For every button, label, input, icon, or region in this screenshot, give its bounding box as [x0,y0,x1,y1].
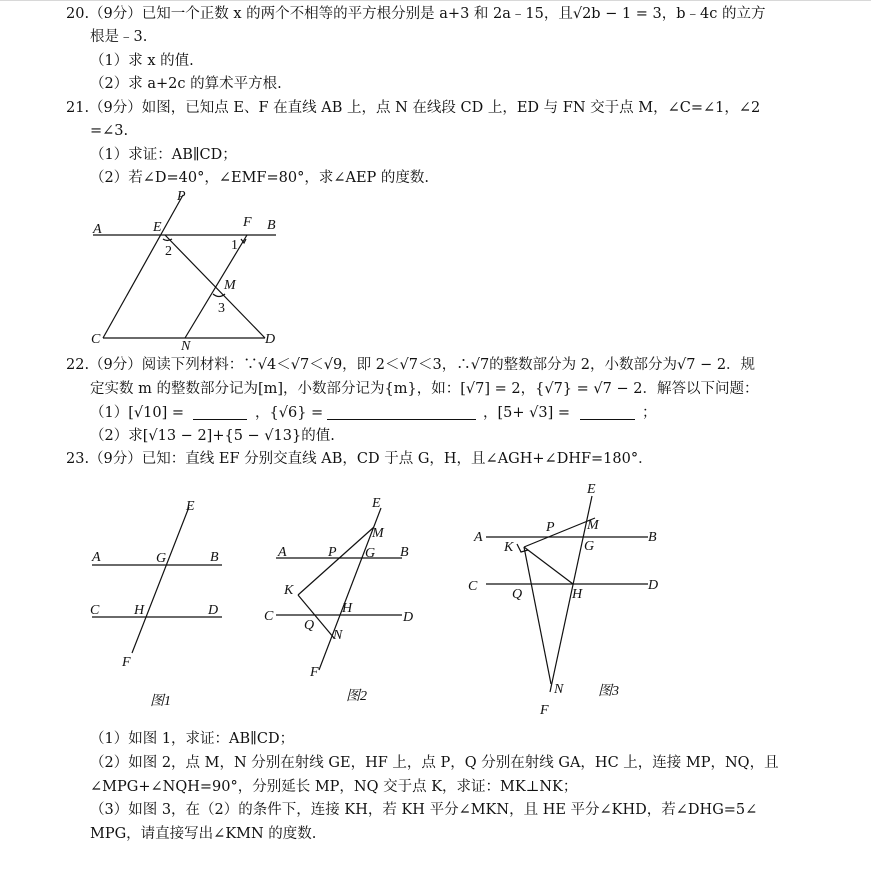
q21-sub2: （2）若∠D=40°，∠EMF=80°，求∠AEP 的度数. [90,170,430,186]
fig2-label-d: D [403,610,414,625]
fig2-label-c: C [264,609,274,624]
fig3-label-g: G [584,539,595,554]
q22-sub1-b: ，{√6} = [255,405,324,421]
q21-line1: 21.（9分）如图，已知点 E、F 在直线 AB 上，点 N 在线段 CD 上，ED 与 FN 交于点 M，∠C=∠1，∠2 [66,100,761,116]
fig2-label-g: G [365,546,376,561]
fig2-label-p: P [328,545,337,560]
q20-line2: 根是﹣3. [90,29,148,45]
q22-sub1-a: （1）[√10] = [90,405,184,421]
fig1-label-f: F [122,655,131,670]
fig2-label-e: E [372,496,381,511]
q22-line2: 定实数 m 的整数部分记为[m]，小数部分记为{m}，如：[√7] = 2，{√7} = √7 − 2．解答以下问题： [90,381,759,397]
label-c: C [91,332,101,347]
fig2-label-b: B [400,545,409,560]
fig3-label-b: B [648,530,657,545]
fig2-label-m: M [372,526,384,541]
blank-1[interactable] [193,419,247,420]
fig1-line-ef [132,507,189,653]
q22-sub2: （2）求[√13 − 2]+{5 − √13}的值. [90,428,335,444]
label-m: M [224,278,236,293]
q23-fig1 [88,495,228,710]
fig3-right-angle [517,544,528,552]
fig3-label-e: E [587,482,596,497]
q23-sub3-l1: （3）如图 3，在（2）的条件下，连接 KH，若 KH 平分∠MKN，且 HE 平分∠KHD，若∠DHG=5∠ [90,802,758,818]
q23-fig2 [262,490,427,705]
q23-line1: 23.（9分）已知：直线 EF 分别交直线 AB，CD 于点 G，H，且∠AGH+∠DHF=180°． [66,451,653,467]
fig2-label-n: N [333,628,343,643]
q23-fig3 [462,478,667,718]
label-2: 2 [165,244,172,259]
q22-sub1-d: ； [642,405,657,421]
fig3-label-p: P [546,520,555,535]
fig1-label-h: H [134,603,145,618]
q20-sub1: （1）求 x 的值. [90,53,194,69]
fig3-label-n: N [554,682,564,697]
fig1-label-b: B [210,550,219,565]
fig2-label-k: K [284,583,294,598]
q20-line1: 20.（9分）已知一个正数 x 的两个不相等的平方根分别是 a+3 和 2a﹣15，且√2b − 1 = 3，b﹣4c 的立方 [66,6,766,22]
q21-sub1: （1）求证：AB∥CD； [90,147,237,163]
fig1-label-d: D [208,603,219,618]
line-pc [103,195,183,338]
label-p: P [177,189,186,204]
fig3-line-kn [524,547,551,684]
blank-3[interactable] [580,419,635,420]
fig2-line-mk [298,527,374,595]
line-ed [165,235,265,338]
top-rule [0,0,871,1]
label-d: D [265,332,276,347]
blank-2[interactable] [327,419,476,420]
label-a: A [93,222,102,237]
label-f: F [243,215,252,230]
q23-sub2-l1: （2）如图 2，点 M，N 分别在射线 GE，HF 上，点 P，Q 分别在射线 GA，HC 上，连接 MP，NQ，且 [90,755,779,771]
fig2-label-a: A [278,545,287,560]
fig3-label-q: Q [512,587,523,602]
fig1-label-a: A [92,550,101,565]
q23-sub2-l2: ∠MPG+∠NQH=90°，分别延长 MP，NQ 交于点 K，求证：MK⊥NK； [90,779,578,795]
angle-2-arc [163,239,172,241]
label-n: N [181,339,191,350]
fig2-label-q: Q [304,618,315,633]
q21-line2: =∠3. [90,123,129,139]
label-e: E [153,220,162,235]
label-1: 1 [231,238,238,253]
fig3-label-h: H [572,587,583,602]
fig1-label-e: E [186,499,195,514]
fig1-caption: 图1 [150,694,171,709]
q22-sub1-c: ，[5+ √3] = [483,405,571,421]
label-3: 3 [218,301,225,316]
fig1-label-c: C [90,603,100,618]
fig3-caption: 图3 [598,684,619,699]
fig1-label-g: G [156,551,167,566]
fig3-line-ef [550,496,595,692]
fig2-label-h: H [342,601,353,616]
q21-figure [85,186,295,350]
q23-sub1: （1）如图 1，求证：AB∥CD； [90,731,295,747]
fig3-label-d: D [648,578,659,593]
q20-sub2: （2）求 a+2c 的算术平方根. [90,76,282,92]
fig3-line-kh [524,547,573,584]
fig3-label-a: A [474,530,483,545]
fig3-label-f: F [540,703,549,718]
fig3-label-k: K [504,540,514,555]
fig2-caption: 图2 [346,689,367,704]
fig3-label-m: M [587,518,599,533]
label-b: B [267,218,276,233]
fig3-label-c: C [468,579,478,594]
fig2-label-f: F [310,665,319,680]
q22-line1: 22.（9分）阅读下列材料：∵√4＜√7＜√9，即 2＜√7＜3，∴√7的整数部分为 2，小数部分为√7 − 2．规 [66,357,756,373]
q23-sub3-l2: MPG，请直接写出∠KMN 的度数. [90,826,317,842]
